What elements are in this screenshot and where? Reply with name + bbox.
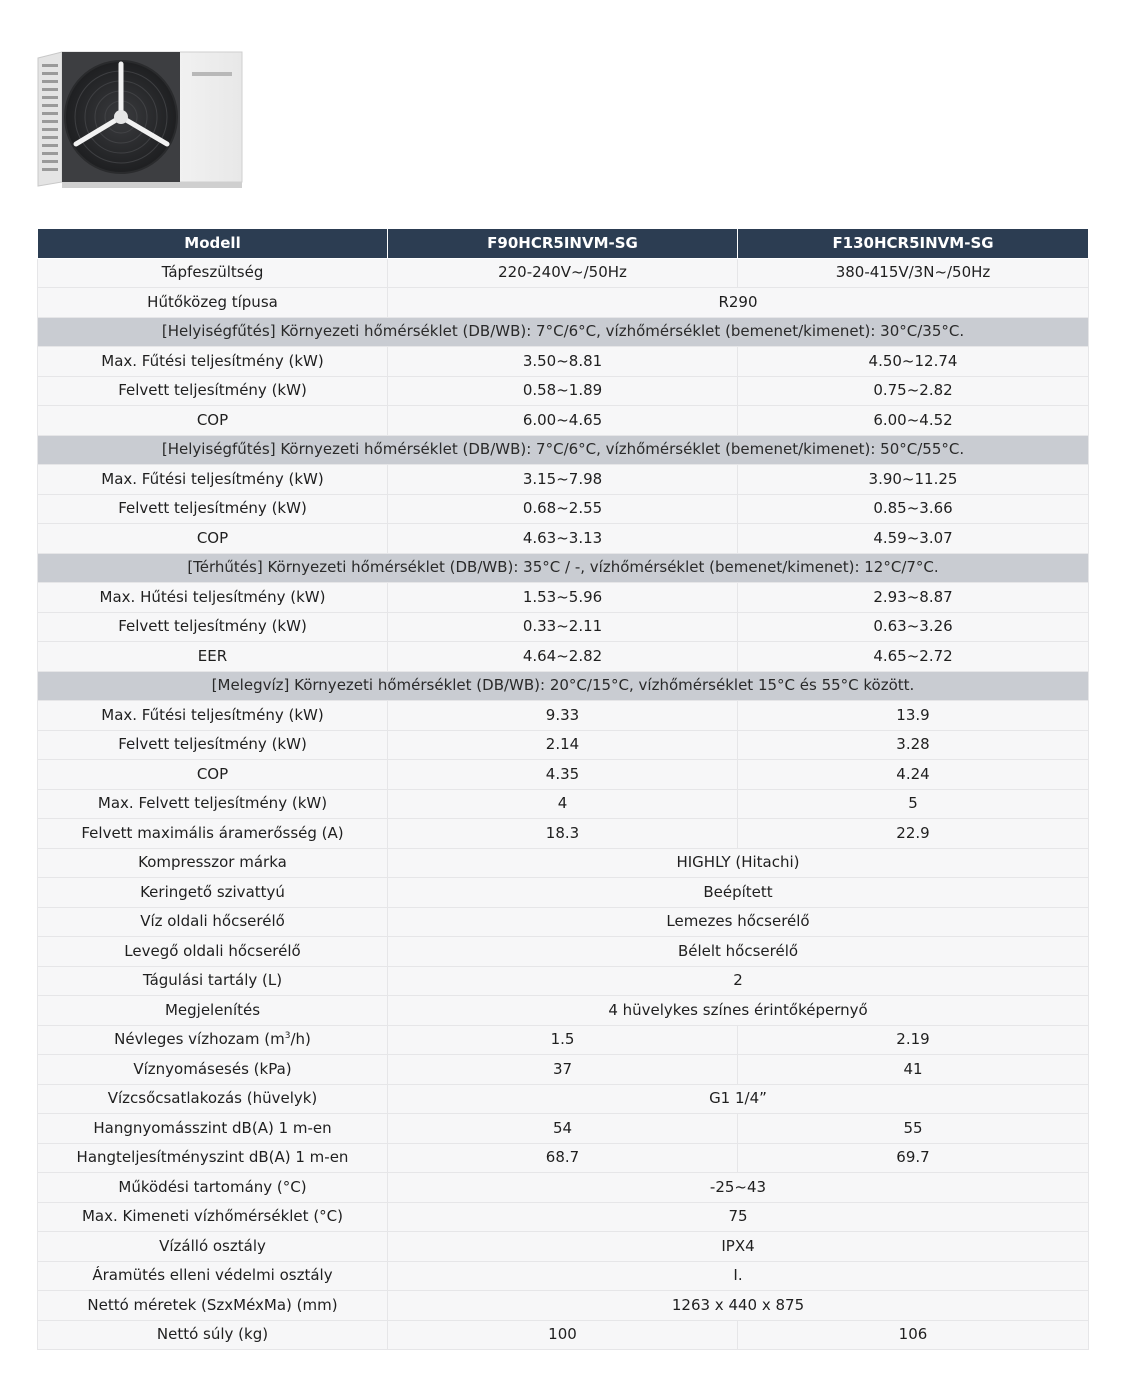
- row-value-shared: I.: [388, 1261, 1089, 1291]
- table-row: [38, 1025, 1089, 1055]
- table-row: [38, 1202, 1089, 1232]
- row-value-shared: 1263 x 440 x 875: [388, 1291, 1089, 1321]
- row-value-shared: 75: [388, 1202, 1089, 1232]
- row-value-model-b: 4.65~2.72: [738, 642, 1089, 672]
- row-value-model-a: 100: [388, 1320, 738, 1350]
- row-value-shared: Beépített: [388, 878, 1089, 908]
- row-value-model-b: 380-415V/3N~/50Hz: [738, 258, 1089, 288]
- table-row: [38, 583, 1089, 613]
- row-value-model-b: 0.85~3.66: [738, 494, 1089, 524]
- row-value-model-a: 1.5: [388, 1025, 738, 1055]
- row-label: Max. Felvett teljesítmény (kW): [38, 789, 388, 819]
- row-label: COP: [38, 406, 388, 436]
- row-value-shared: R290: [388, 288, 1089, 318]
- table-row: [38, 819, 1089, 849]
- table-row: [38, 937, 1089, 967]
- row-value-shared: -25~43: [388, 1173, 1089, 1203]
- table-row: [38, 1291, 1089, 1321]
- table-row: [38, 1320, 1089, 1350]
- table-row: [38, 848, 1089, 878]
- table-row: [38, 1261, 1089, 1291]
- row-value-model-b: 6.00~4.52: [738, 406, 1089, 436]
- header-model-a: F90HCR5INVM-SG: [388, 229, 738, 258]
- row-value-model-b: 13.9: [738, 701, 1089, 731]
- section-header-row: [38, 435, 1089, 465]
- row-value-model-b: 4.59~3.07: [738, 524, 1089, 554]
- table-row: [38, 494, 1089, 524]
- row-label-text: Névleges vízhozam (m: [114, 1030, 285, 1049]
- table-row: [38, 966, 1089, 996]
- row-value-model-b: 4.24: [738, 760, 1089, 790]
- row-label: Víznyomásesés (kPa): [38, 1055, 388, 1085]
- row-value-model-a: 3.15~7.98: [388, 465, 738, 495]
- row-value-model-a: 1.53~5.96: [388, 583, 738, 613]
- row-value-model-a: 0.33~2.11: [388, 612, 738, 642]
- table-row: [38, 1114, 1089, 1144]
- row-label: EER: [38, 642, 388, 672]
- table-row: [38, 730, 1089, 760]
- spec-table-body: [38, 258, 1089, 1350]
- table-row: [38, 760, 1089, 790]
- row-value-model-a: 4.64~2.82: [388, 642, 738, 672]
- row-label: Max. Fűtési teljesítmény (kW): [38, 347, 388, 377]
- table-row: [38, 376, 1089, 406]
- row-value-model-b: 5: [738, 789, 1089, 819]
- row-value-model-a: 3.50~8.81: [388, 347, 738, 377]
- header-model-b: F130HCR5INVM-SG: [738, 229, 1089, 258]
- row-label-superscript: 3: [284, 1031, 291, 1042]
- row-label: Max. Fűtési teljesítmény (kW): [38, 465, 388, 495]
- table-header-row: [38, 229, 1089, 258]
- row-label: Max. Hűtési teljesítmény (kW): [38, 583, 388, 613]
- row-label: Nettó méretek (SzxMéxMa) (mm): [38, 1291, 388, 1321]
- row-value-model-a: 0.68~2.55: [388, 494, 738, 524]
- row-value-model-b: 22.9: [738, 819, 1089, 849]
- row-label: Hangteljesítményszint dB(A) 1 m-en: [38, 1143, 388, 1173]
- row-label-text-suffix: /h): [290, 1030, 311, 1049]
- row-value-model-a: 4.63~3.13: [388, 524, 738, 554]
- row-label: Működési tartomány (°C): [38, 1173, 388, 1203]
- table-row: [38, 612, 1089, 642]
- row-value-model-a: 0.58~1.89: [388, 376, 738, 406]
- row-label: Megjelenítés: [38, 996, 388, 1026]
- product-image: [36, 50, 244, 192]
- row-value-model-b: 2.19: [738, 1025, 1089, 1055]
- row-value-model-a: 18.3: [388, 819, 738, 849]
- section-title: [Térhűtés] Környezeti hőmérséklet (DB/WB): 35°C / -, vízhőmérséklet (bemenet/kimenet): 12°C/7°C.: [38, 553, 1089, 583]
- row-label: Keringető szivattyú: [38, 878, 388, 908]
- table-row: [38, 288, 1089, 318]
- table-row: [38, 1055, 1089, 1085]
- row-label: [38, 1025, 388, 1055]
- row-label: COP: [38, 760, 388, 790]
- row-value-model-b: 55: [738, 1114, 1089, 1144]
- section-title: [Melegvíz] Környezeti hőmérséklet (DB/WB): 20°C/15°C, vízhőmérséklet 15°C és 55°C között.: [38, 671, 1089, 701]
- row-label: Nettó súly (kg): [38, 1320, 388, 1350]
- row-label: Felvett teljesítmény (kW): [38, 494, 388, 524]
- row-label: Hangnyomásszint dB(A) 1 m-en: [38, 1114, 388, 1144]
- row-label: Tágulási tartály (L): [38, 966, 388, 996]
- table-row: [38, 996, 1089, 1026]
- row-label: Tápfeszültség: [38, 258, 388, 288]
- heat-pump-unit-icon: [36, 50, 244, 192]
- row-label: Levegő oldali hőcserélő: [38, 937, 388, 967]
- row-label: Felvett teljesítmény (kW): [38, 376, 388, 406]
- row-value-shared: Lemezes hőcserélő: [388, 907, 1089, 937]
- row-value-model-b: 2.93~8.87: [738, 583, 1089, 613]
- row-label: Vízcsőcsatlakozás (hüvelyk): [38, 1084, 388, 1114]
- row-value-model-b: 0.75~2.82: [738, 376, 1089, 406]
- row-value-shared: Bélelt hőcserélő: [388, 937, 1089, 967]
- section-header-row: [38, 553, 1089, 583]
- row-label: Felvett teljesítmény (kW): [38, 730, 388, 760]
- table-row: [38, 1084, 1089, 1114]
- table-row: [38, 524, 1089, 554]
- table-row: [38, 1232, 1089, 1262]
- row-value-model-b: 3.28: [738, 730, 1089, 760]
- row-value-model-b: 3.90~11.25: [738, 465, 1089, 495]
- spec-table: [37, 229, 1089, 1350]
- row-value-model-b: 41: [738, 1055, 1089, 1085]
- row-value-model-a: 68.7: [388, 1143, 738, 1173]
- section-header-row: [38, 671, 1089, 701]
- row-label: Max. Kimeneti vízhőmérséklet (°C): [38, 1202, 388, 1232]
- row-label: Hűtőközeg típusa: [38, 288, 388, 318]
- row-value-model-a: 54: [388, 1114, 738, 1144]
- row-value-model-a: 2.14: [388, 730, 738, 760]
- table-row: [38, 642, 1089, 672]
- row-label: Vízálló osztály: [38, 1232, 388, 1262]
- row-value-model-a: 9.33: [388, 701, 738, 731]
- table-row: [38, 347, 1089, 377]
- row-value-model-a: 4.35: [388, 760, 738, 790]
- row-value-shared: HIGHLY (Hitachi): [388, 848, 1089, 878]
- row-value-model-a: 6.00~4.65: [388, 406, 738, 436]
- table-row: [38, 789, 1089, 819]
- row-value-shared: 2: [388, 966, 1089, 996]
- row-value-shared: 4 hüvelykes színes érintőképernyő: [388, 996, 1089, 1026]
- row-value-model-b: 106: [738, 1320, 1089, 1350]
- row-value-model-b: 69.7: [738, 1143, 1089, 1173]
- row-label: Felvett teljesítmény (kW): [38, 612, 388, 642]
- row-value-model-b: 0.63~3.26: [738, 612, 1089, 642]
- row-value-shared: IPX4: [388, 1232, 1089, 1262]
- row-value-model-a: 37: [388, 1055, 738, 1085]
- row-value-model-b: 4.50~12.74: [738, 347, 1089, 377]
- table-row: [38, 878, 1089, 908]
- table-row: [38, 701, 1089, 731]
- header-model-label: Modell: [38, 229, 388, 258]
- row-value-shared: G1 1/4”: [388, 1084, 1089, 1114]
- section-header-row: [38, 317, 1089, 347]
- row-value-model-a: 4: [388, 789, 738, 819]
- row-label: Áramütés elleni védelmi osztály: [38, 1261, 388, 1291]
- section-title: [Helyiségfűtés] Környezeti hőmérséklet (DB/WB): 7°C/6°C, vízhőmérséklet (bemenet/kimenet): 30°C/35°C.: [38, 317, 1089, 347]
- row-value-model-a: 220-240V~/50Hz: [388, 258, 738, 288]
- table-row: [38, 907, 1089, 937]
- row-label: Felvett maximális áramerősség (A): [38, 819, 388, 849]
- row-label: COP: [38, 524, 388, 554]
- table-row: [38, 258, 1089, 288]
- table-row: [38, 1143, 1089, 1173]
- table-row: [38, 1173, 1089, 1203]
- row-label: Kompresszor márka: [38, 848, 388, 878]
- table-row: [38, 406, 1089, 436]
- table-row: [38, 465, 1089, 495]
- section-title: [Helyiségfűtés] Környezeti hőmérséklet (DB/WB): 7°C/6°C, vízhőmérséklet (bemenet/kimenet): 50°C/55°C.: [38, 435, 1089, 465]
- row-label: Max. Fűtési teljesítmény (kW): [38, 701, 388, 731]
- row-label: Víz oldali hőcserélő: [38, 907, 388, 937]
